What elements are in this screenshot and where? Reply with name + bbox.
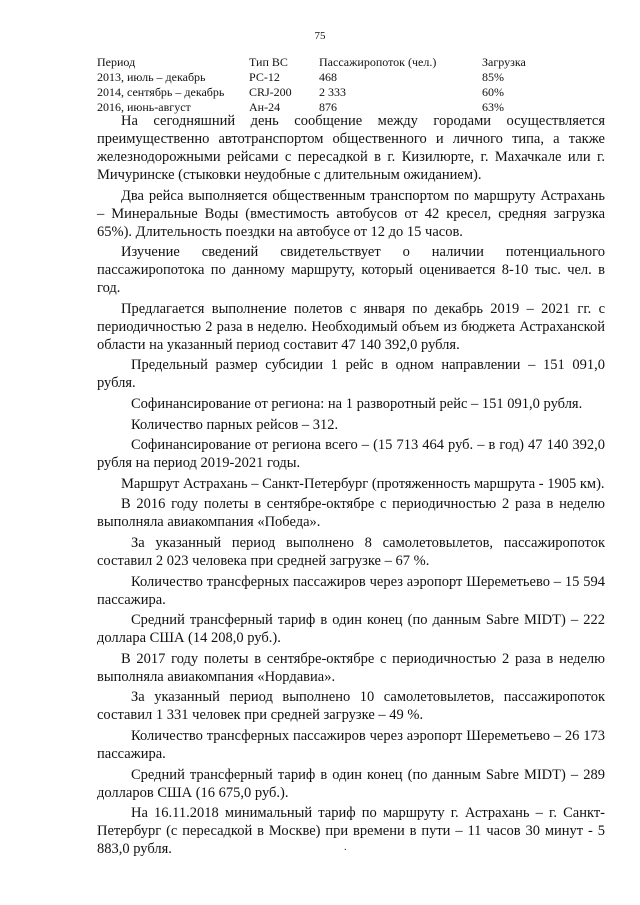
paragraph-2017-flights: В 2017 году полеты в сентябре-октябре с периодичностью 2 раза в неделю выполняла авиакомпания «Нордавиа». — [97, 650, 605, 685]
cell-aircraft-type: CRJ-200 — [249, 85, 292, 99]
cell-load-factor: 85% — [482, 70, 504, 84]
flight-statistics-table — [97, 55, 542, 115]
document-body — [97, 112, 605, 861]
paragraph-flight-proposal: Предлагается выполнение полетов с января по декабрь 2019 – 2021 гг. с периодичностью 2 раза в неделю. Необходимый объем из бюджета Астраханской области на указанный период составит 47 140 392,0 рубля. — [97, 300, 605, 353]
paragraph-2016-flights: В 2016 году полеты в сентябре-октябре с периодичностью 2 раза в неделю выполняла авиакомпания «Победа». — [97, 496, 605, 531]
paragraph-current-transport: На сегодняшний день сообщение между городами осуществляется преимущественно автотранспортом общественного и личного типа, а также железнодорожными рейсами с пересадкой в г. Кизилюрте, г. Махачкале или г. Мичуринске (стыковки неудобные с длительным ожиданием). — [97, 113, 605, 183]
paragraph-subsidy-limit: Предельный размер субсидии 1 рейс в одном направлении – 151 091,0 рубля. — [97, 357, 605, 392]
column-header-aircraft-type: Тип ВС — [249, 55, 288, 69]
paragraph-minimum-tariff: На 16.11.2018 минимальный тариф по маршруту г. Астрахань – г. Санкт-Петербург (с пересадкой в Москве) при времени в пути – 11 часов 30 минут - 5 883,0 рубля. — [97, 805, 605, 858]
column-header-period: Период — [97, 55, 136, 69]
cell-passenger-flow: 876 — [319, 100, 337, 114]
paragraph-2017-results: За указанный период выполнено 10 самолетовылетов, пассажиропоток составил 1 331 человек при средней загрузке – 49 %. — [97, 689, 605, 724]
paragraph-cofinancing-per-flight: Софинансирование от региона: на 1 разворотный рейс – 151 091,0 рубля. — [131, 395, 583, 412]
cell-period: 2013, июль – декабрь — [97, 70, 206, 84]
paragraph-paired-flights: Количество парных рейсов – 312. — [131, 416, 339, 433]
cell-aircraft-type: Ан-24 — [249, 100, 281, 114]
cell-passenger-flow: 2 333 — [319, 85, 346, 99]
cell-period: 2014, сентябрь – декабрь — [97, 85, 225, 99]
cell-load-factor: 60% — [482, 85, 504, 99]
column-header-load-factor: Загрузка — [482, 55, 526, 69]
paragraph-2016-transfer: Количество трансферных пассажиров через аэропорт Шереметьево – 15 594 пассажира. — [97, 573, 605, 608]
table-row — [97, 85, 542, 100]
paragraph-bus-service: Два рейса выполняется общественным транспортом по маршруту Астрахань – Минеральные Воды (вместимость автобусов от 42 кресел, средняя загрузка 65%). Длительность поездки на автобусе от 12 до 15 часов. — [97, 187, 605, 240]
paragraph-2017-tariff: Средний трансферный тариф в один конец (по данным Sabre MIDT) – 289 долларов США (16 675,0 руб.). — [97, 766, 605, 801]
paragraph-2016-results: За указанный период выполнено 8 самолетовылетов, пассажиропоток составил 2 023 человека при средней загрузке – 67 %. — [97, 534, 605, 569]
table-header-row — [97, 55, 542, 70]
table-row — [97, 70, 542, 85]
paragraph-passenger-potential: Изучение сведений свидетельствует о наличии потенциального пассажиропотока по данному маршруту, который оценивается 8-10 тыс. чел. в год. — [97, 244, 605, 297]
cell-passenger-flow: 468 — [319, 70, 337, 84]
footer-mark: . — [344, 842, 347, 853]
column-header-passenger-flow: Пассажиропоток (чел.) — [319, 55, 437, 69]
cell-aircraft-type: РС-12 — [249, 70, 280, 84]
paragraph-cofinancing-total: Софинансирование от региона всего – (15 713 464 руб. – в год) 47 140 392,0 рубля на период 2019-2021 годы. — [97, 437, 605, 472]
page-number: 75 — [314, 30, 326, 42]
paragraph-route-spb: Маршрут Астрахань – Санкт-Петербург (протяженность маршрута - 1905 км). — [121, 475, 605, 492]
cell-load-factor: 63% — [482, 100, 504, 114]
cell-period: 2016, июнь-август — [97, 100, 191, 114]
paragraph-2017-transfer: Количество трансферных пассажиров через аэропорт Шереметьево – 26 173 пассажира. — [97, 727, 605, 762]
paragraph-2016-tariff: Средний трансферный тариф в один конец (по данным Sabre MIDT) – 222 доллара США (14 208,0 руб.). — [97, 612, 605, 647]
